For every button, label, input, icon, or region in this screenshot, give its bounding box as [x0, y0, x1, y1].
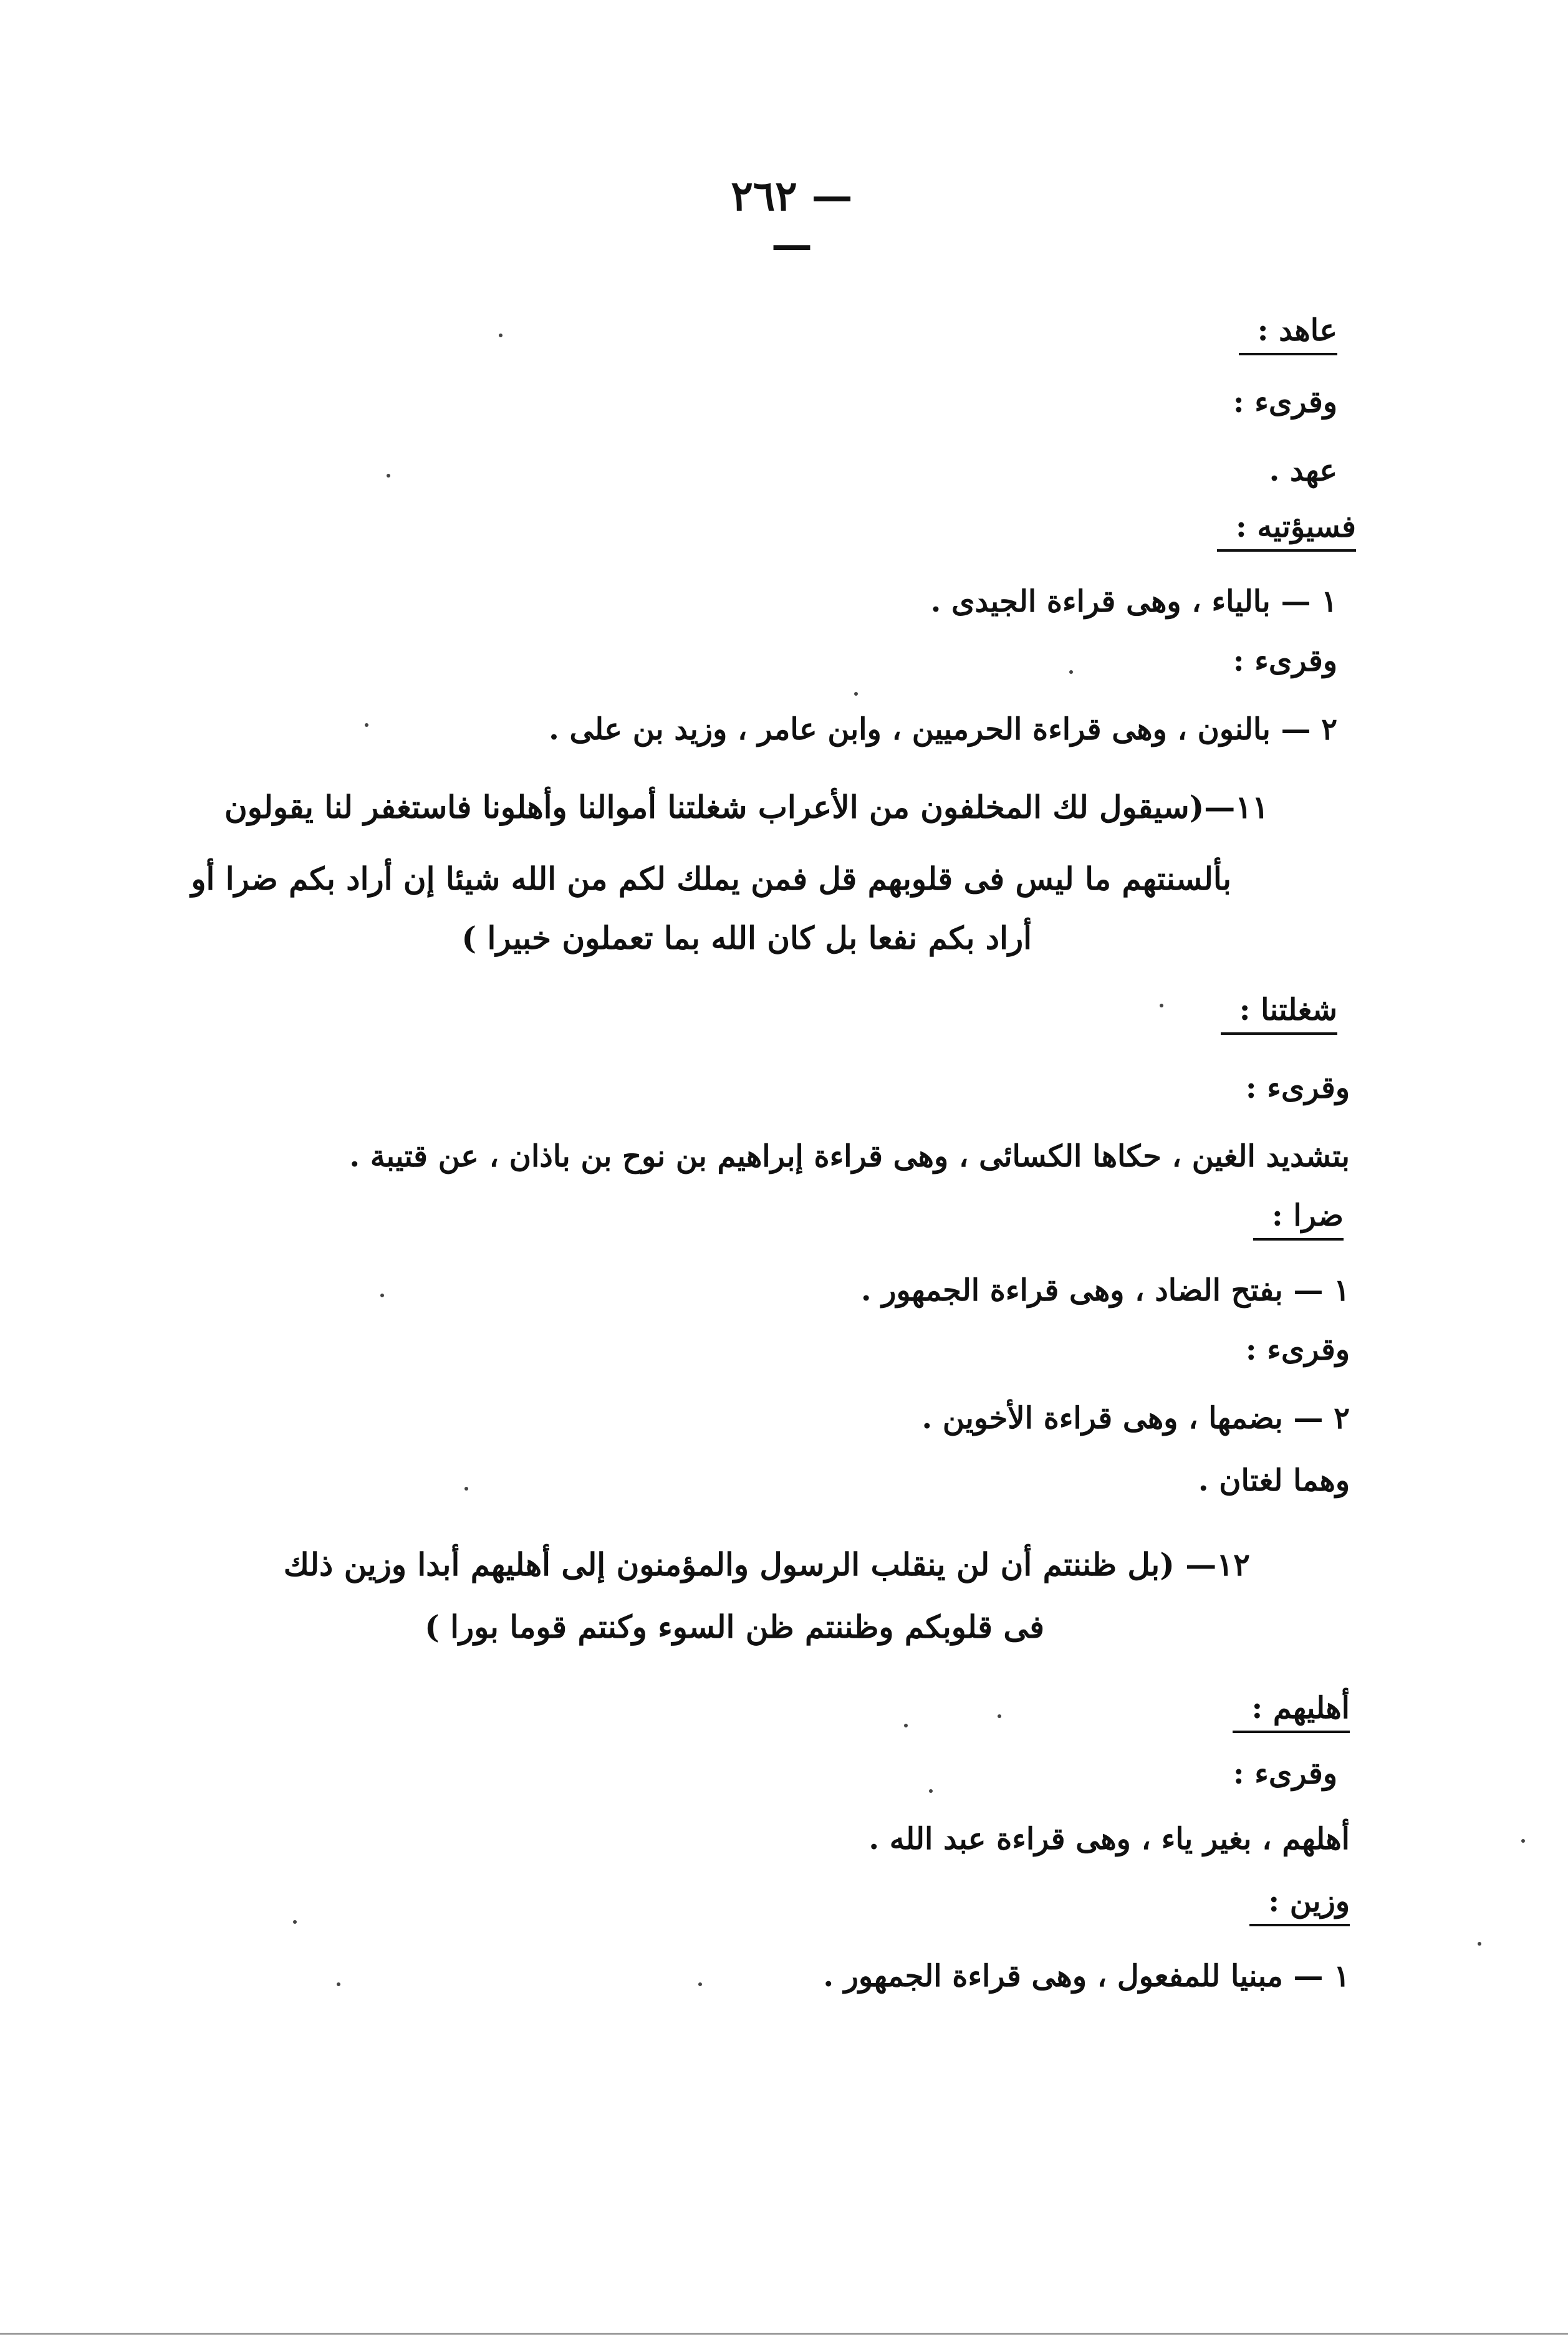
entry-line: ٢ — بضمها ، وهى قراءة الأخوين .	[921, 1401, 1350, 1436]
entry-line: بتشديد الغين ، حكاها الكسائى ، وهى قراءة إبراهيم بن نوح بن باذان ، عن قتيبة .	[349, 1139, 1350, 1174]
entry-head-wazuyyina: وزين :	[1249, 1883, 1350, 1926]
scan-speck	[1069, 670, 1073, 674]
scan-speck	[337, 1982, 340, 1986]
entry-head-fasayutihi: فسيؤتيه :	[1217, 508, 1356, 552]
entry-head-shaghalatna: شغلتنا :	[1221, 991, 1337, 1035]
entry-line: ٢ — بالنون ، وهى قراءة الحرميين ، وابن عامر ، وزيد بن على .	[549, 712, 1337, 747]
entry-line: وقرىء :	[1233, 385, 1337, 420]
scan-speck	[698, 1982, 702, 1986]
verse-11-line-1: ١١—(سيقول لك المخلفون من الأعراب شغلتنا أموالنا وأهلونا فاستغفر لنا يقولون	[224, 789, 1269, 825]
scan-speck	[293, 1920, 297, 1924]
entry-head-aahada: عاهد :	[1239, 312, 1337, 355]
entry-line: أهلهم ، بغير ياء ، وهى قراءة عبد الله .	[868, 1822, 1350, 1856]
verse-11-line-3: أراد بكم نفعا بل كان الله بما تعملون خبيرا )	[461, 920, 1032, 956]
scan-speck	[904, 1724, 908, 1727]
verse-11-line-2: بألسنتهم ما ليس فى قلوبهم قل فمن يملك لكم من الله شيئا إن أراد بكم ضرا أو	[191, 860, 1231, 897]
scan-speck	[380, 1294, 384, 1297]
entry-line: وقرىء :	[1245, 1070, 1350, 1105]
verse-12-line-2: فى قلوبكم وظننتم ظن السوء وكنتم قوما بورا )	[425, 1608, 1044, 1645]
scan-speck	[365, 723, 368, 727]
entry-line: عهد .	[1269, 453, 1337, 488]
entry-line: وقرىء :	[1233, 1756, 1337, 1791]
entry-line: وهما لغتان .	[1198, 1463, 1350, 1498]
entry-line: ١ — بفتح الضاد ، وهى قراءة الجمهور .	[860, 1273, 1350, 1308]
entry-line: ١ — بالياء ، وهى قراءة الجيدى .	[930, 584, 1337, 619]
entry-line: وقرىء :	[1233, 643, 1337, 678]
entry-line: ١ — مبنيا للمفعول ، وهى قراءة الجمهور .	[823, 1959, 1350, 1994]
verse-12-line-1: ١٢— (بل ظننتم أن لن ينقلب الرسول والمؤمنون إلى أهليهم أبدا وزين ذلك	[283, 1546, 1250, 1583]
entry-line: وقرىء :	[1245, 1332, 1350, 1367]
scan-speck	[464, 1487, 468, 1491]
scan-speck	[1521, 1839, 1525, 1843]
page-number: — ٢٦٢ —	[731, 171, 853, 269]
scan-speck	[387, 474, 390, 478]
page-bottom-edge	[0, 2333, 1568, 2335]
scan-speck	[1160, 1004, 1163, 1007]
scan-speck	[854, 692, 858, 696]
scan-speck	[499, 334, 503, 337]
scan-speck	[1478, 1942, 1481, 1946]
entry-head-darran: ضرا :	[1253, 1197, 1344, 1241]
scan-speck	[998, 1714, 1001, 1718]
scan-speck	[929, 1789, 933, 1793]
entry-head-ahlihim: أهليهم :	[1233, 1689, 1350, 1733]
